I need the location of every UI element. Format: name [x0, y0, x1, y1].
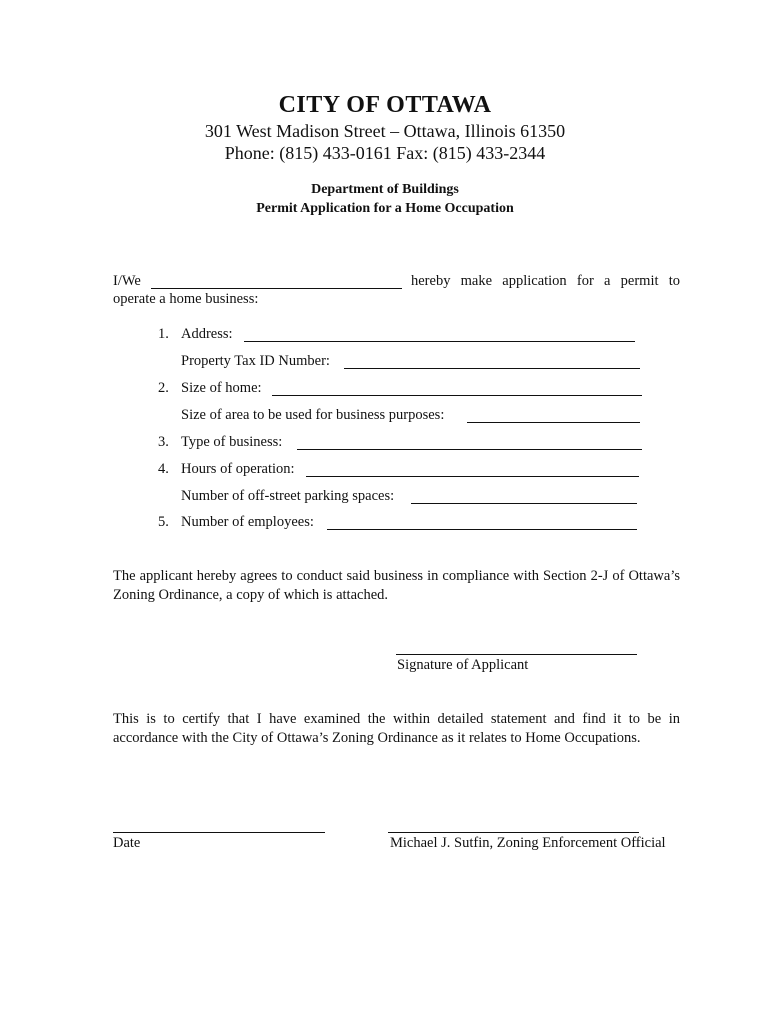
page-title: CITY OF OTTAWA: [278, 92, 492, 118]
parking-label: Number of off-street parking spaces:: [181, 488, 395, 504]
intro-word: permit: [620, 273, 659, 289]
hours-label: Hours of operation:: [181, 461, 295, 477]
intro-word: make: [460, 273, 493, 289]
tax-id-label: Property Tax ID Number:: [181, 353, 330, 369]
signature-label: Signature of Applicant: [397, 657, 529, 673]
intro-word: for: [576, 273, 594, 289]
intro-word: a: [604, 273, 611, 289]
item-number-2: 2.: [158, 380, 169, 396]
applicant-name-field[interactable]: [151, 288, 402, 289]
item-number-1: 1.: [158, 326, 169, 342]
certification-paragraph: This is to certify that I have examined the within detailed statement and find it to be in accordance with the City of Ottawa’s Zoning Ordinance as it relates to Home Occupations.: [113, 711, 680, 746]
date-field[interactable]: [113, 832, 325, 833]
intro-word: hereby: [411, 273, 451, 289]
item-number-3: 3.: [158, 434, 169, 450]
intro-line-2: operate a home business:: [113, 291, 259, 307]
item-number-5: 5.: [158, 514, 169, 530]
address-label: Address:: [181, 326, 233, 342]
intro-word: application: [502, 273, 567, 289]
item-number-4: 4.: [158, 461, 169, 477]
employees-field[interactable]: [327, 529, 637, 530]
business-area-field[interactable]: [467, 422, 640, 423]
date-label: Date: [113, 835, 141, 851]
hours-field[interactable]: [306, 476, 639, 477]
department-name: Department of Buildings: [311, 182, 459, 197]
parking-field[interactable]: [411, 503, 637, 504]
iwe-label: I/We: [113, 273, 141, 289]
intro-sentence: [411, 273, 680, 290]
size-of-home-field[interactable]: [272, 395, 642, 396]
type-of-business-label: Type of business:: [181, 434, 283, 450]
employees-label: Number of employees:: [181, 514, 314, 530]
official-signature-field[interactable]: [388, 832, 639, 833]
type-of-business-field[interactable]: [297, 449, 642, 450]
form-title: Permit Application for a Home Occupation: [256, 201, 514, 216]
city-address: 301 West Madison Street – Ottawa, Illinois 61350: [204, 121, 566, 141]
address-field[interactable]: [244, 341, 635, 342]
size-of-home-label: Size of home:: [181, 380, 262, 396]
intro-word: to: [668, 273, 680, 289]
tax-id-field[interactable]: [344, 368, 640, 369]
official-label: Michael J. Sutfin, Zoning Enforcement Official: [390, 835, 666, 851]
contact-phone-fax: Phone: (815) 433-0161 Fax: (815) 433-2344: [224, 143, 546, 163]
agreement-paragraph: The applicant hereby agrees to conduct said business in compliance with Section 2-J of Ottawa’s Zoning Ordinance, a copy of which is attached.: [113, 568, 680, 603]
business-area-label: Size of area to be used for business purposes:: [181, 407, 445, 423]
signature-field[interactable]: [396, 654, 637, 655]
